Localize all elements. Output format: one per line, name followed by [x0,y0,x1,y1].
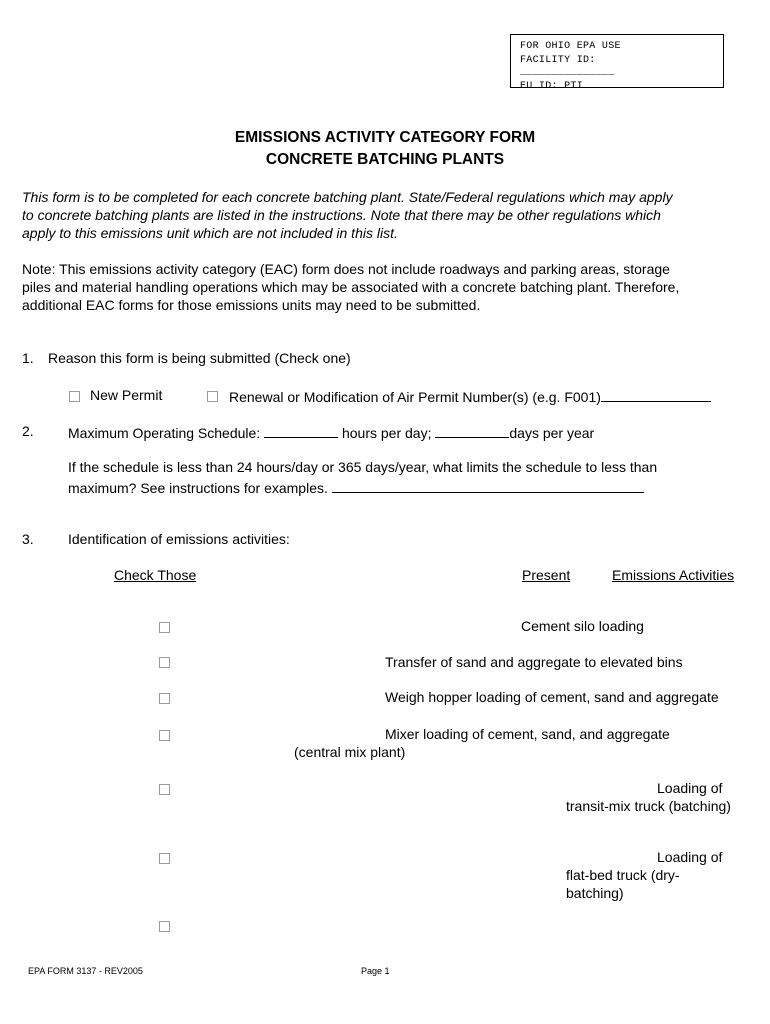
epa-use-box [510,34,724,88]
activity-transit-mix-line-1: Loading of [657,780,723,796]
col-check-header: Check Those [114,567,197,583]
form-subtitle: CONCRETE BATCHING PLANTS [265,151,505,168]
q1-label: Reason this form is being submitted (Check one) [48,350,351,366]
form-title: EMISSIONS ACTIVITY CATEGORY FORM [234,129,536,146]
facility-id-blank: _______________ [520,67,615,78]
activity-weigh-hopper: Weigh hopper loading of cement, sand and aggregate [385,689,719,705]
intro-line-3: apply to this emissions unit which are not included in this list. [22,225,398,241]
hours-label: hours per day; [341,425,432,441]
q2-row [68,423,594,441]
mixer-loading-checkbox[interactable] [159,730,170,741]
activity-cement-silo: Cement silo loading [521,618,644,634]
transit-mix-checkbox[interactable] [159,784,170,795]
epa-box-heading: FOR OHIO EPA USE [520,41,621,52]
q3-number: 3. [22,531,34,547]
activity-flat-bed-line-3: batching) [566,885,624,901]
q2-number: 2. [22,423,34,439]
renewal-checkbox[interactable] [207,391,218,402]
activity-mixer-loading-line-2: (central mix plant) [294,744,406,760]
activity-mixer-loading-line-1: Mixer loading of cement, sand, and aggregate [385,726,670,742]
new-permit-checkbox[interactable] [69,391,80,402]
days-label: days per year [509,425,595,441]
note-line-1: Note: This emissions activity category (EAC) form does not include roadways and parking areas, storage [22,261,670,277]
q2-followup-line-2-row [68,478,644,496]
activity-flat-bed-line-2: flat-bed truck (dry- [566,867,680,883]
note-line-3: additional EAC forms for those emissions units may need to be submitted. [22,297,481,313]
eu-id-label: EU ID: PTI [520,81,584,88]
activity-transfer-sand: Transfer of sand and aggregate to elevated bins [385,654,683,670]
weigh-hopper-checkbox[interactable] [159,693,170,704]
renewal-text: Renewal or Modification of Air Permit Number(s) (e.g. F001) [229,389,601,405]
q1-number: 1. [22,350,34,366]
days-per-year-field[interactable] [435,423,509,438]
q3-label: Identification of emissions activities: [68,531,290,547]
page-number: Page 1 [361,966,390,976]
additional-activity-checkbox[interactable] [159,921,170,932]
q2-label: Maximum Operating Schedule: [68,425,261,441]
new-permit-label: New Permit [90,387,163,403]
cement-silo-checkbox[interactable] [159,622,170,633]
intro-line-1: This form is to be completed for each concrete batching plant. State/Federal regulations which may apply [22,189,673,205]
q2-followup-line-2: maximum? See instructions for examples. [68,480,328,496]
col-present-header: Present [522,567,571,583]
activity-flat-bed-line-1: Loading of [657,849,723,865]
renewal-label [229,387,711,405]
note-line-2: piles and material handling operations which may be associated with a concrete batching plant. Therefore, [22,279,680,295]
intro-line-2: to concrete batching plants are listed in the instructions. Note that there may be other regulations which [22,207,661,223]
q2-followup-line-1: If the schedule is less than 24 hours/day or 365 days/year, what limits the schedule to less than [68,459,658,475]
transfer-sand-checkbox[interactable] [159,657,170,668]
permit-number-field[interactable] [601,387,711,402]
schedule-limit-field[interactable] [332,478,644,493]
activity-transit-mix-line-2: transit-mix truck (batching) [566,798,731,814]
facility-id-label: FACILITY ID: [520,55,596,66]
col-activities-header: Emissions Activities [612,567,735,583]
flat-bed-checkbox[interactable] [159,853,170,864]
form-number: EPA FORM 3137 - REV2005 [28,966,143,976]
hours-per-day-field[interactable] [264,423,338,438]
